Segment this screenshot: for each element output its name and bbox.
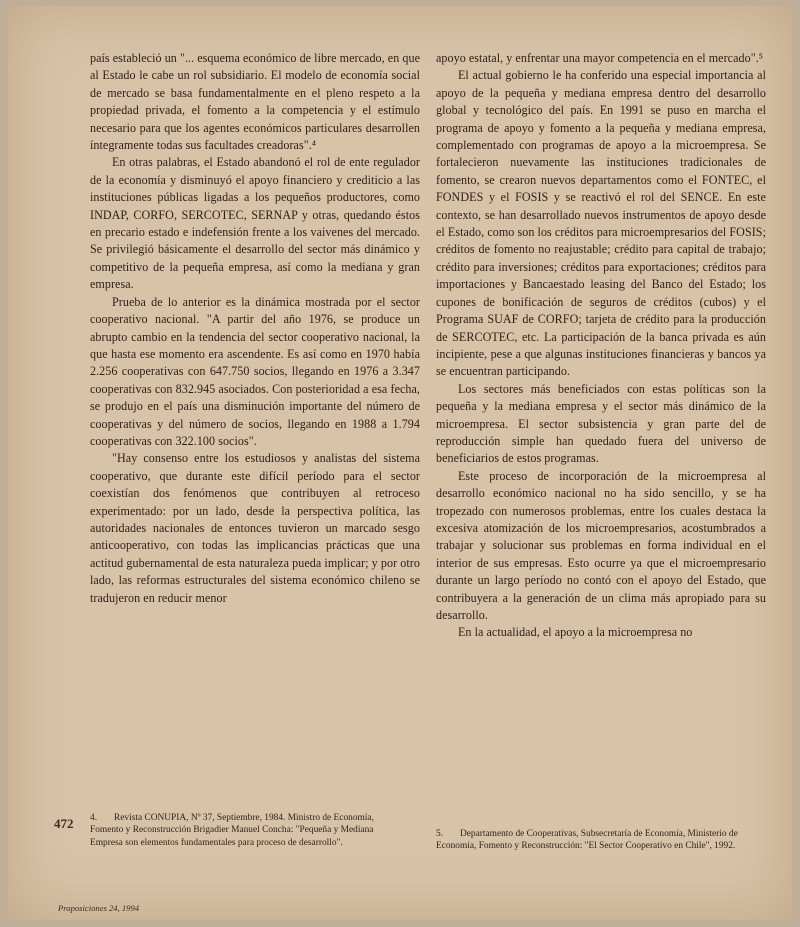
footnote bbox=[90, 812, 400, 849]
paragraph: En otras palabras, el Estado abandonó el rol de ente regulador de la economía y disminuyó el apoyo financiero y crediticio a las instituciones públicas ligadas a los pequeños productores, como INDAP, CORFO, SERCOTEC, SERNAP y otras, quedando éstos en precario estado e indefensión frente a los vaivenes del mercado. Se privilegió básicamente el desarrollo del sector más dinámico y competitivo de la pequeña empresa, así como la mediana y gran empresa. bbox=[90, 155, 420, 292]
paragraph: Prueba de lo anterior es la dinámica mostrada por el sector cooperativo nacional. "A partir del año 1976, se produce un abrupto cambio en la tendencia del sector cooperativo nacional, la que hasta ese momento era ascendente. Es así como en 1970 había 2.256 cooperativas con 647.750 socios, llegando en 1976 a 3.347 cooperativas con 832.945 asociados. Con posterioridad a esa fecha, se produjo en el país una disminución importante del número de cooperativas y del número de socios, llegando en 1988 a 1.794 cooperativas con 322.100 socios". bbox=[90, 294, 420, 448]
running-footer: Proposiciones 24, 1994 bbox=[58, 903, 140, 913]
footnote-number: 4. bbox=[90, 813, 98, 823]
document-page bbox=[8, 6, 792, 920]
page-number: 472 bbox=[54, 816, 74, 831]
footnote bbox=[436, 828, 758, 853]
footnote-text: Revista CONUPIA, Nº 37, Septiembre, 1984. Ministro de Economía, Fomento y Reconstrucción Brigadier Manuel Concha: "Pequeña y Mediana Empresa son elementos fundamentales para proceso de desarrollo". bbox=[90, 813, 374, 848]
paragraph: Este proceso de incorporación de la microempresa al desarrollo económico nacional no ha sido sencillo, y se ha tropezado con numerosos problemas, entre los cuales destaca la excesiva atomización de los microempresarios, acostumbrados a trabajar y solucionar sus problemas en forma individual en el interior de sus empresas. Esto ocurre ya que el microempresario durante un largo período no contó con el apoyo del Estado, que contribuyera a la generación de un clima más apropiado para su desarrollo. bbox=[436, 468, 766, 622]
paragraph: "Hay consenso entre los estudiosos y analistas del sistema cooperativo, que durante este difícil período para el sector coexistían dos fenómenos que contribuyen al retroceso experimentado: por un lado, desde la perspectiva política, las autoridades nacionales de entonces tuvieron un marcado sesgo anticooperativo, con todas las implicancias prácticas que una actitud gubernamental de esta naturaleza pueda implicar; y por otro lado, las reformas estructurales del sistema económico chileno se tradujeron en reducir menor bbox=[90, 451, 420, 605]
paragraph: apoyo estatal, y enfrentar una mayor competencia en el mercado".⁵ bbox=[436, 51, 764, 65]
left-column bbox=[90, 50, 420, 607]
paragraph: En la actualidad, el apoyo a la microempresa no bbox=[458, 625, 693, 640]
paragraph: El actual gobierno le ha conferido una especial importancia al apoyo de la pequeña y mediana empresa dentro del desarrollo global y tecnológico del país. En 1991 se puso en marcha el programa de apoyo y fomento a la pequeña y mediana empresa, complementado con programas de apoyo a la microempresa. Se fortalecieron nuevamente las instituciones tradicionales de fomento, se crearon nuevos departamentos como el FONTEC, el FONDES y el FOSIS y se reactivó el rol del SENCE. En este contexto, se han desarrollado nuevos instrumentos de apoyo desde el Estado, como son los créditos para microempresarios del FOSIS; créditos de fomento no reajustable; crédito para capital de trabajo; crédito para inversiones; créditos para exportaciones; créditos para importaciones y Bancaestado leasing del Banco del Estado; los cupones de bonificación de seguros de créditos (cubos) y el Programa SUAF de CORFO; tarjeta de crédito para la producción de SERCOTEC, etc. La participación de la banca privada es aún incipiente, pese a que algunas instituciones financieras y bancos ya se encuentran participando. bbox=[436, 68, 766, 379]
footnote-number: 5. bbox=[436, 829, 444, 839]
footnote-text: Departamento de Cooperativas, Subsecretaría de Economía, Ministerio de Economía, Fomento y Reconstrucción: "El Sector Cooperativo en Chile", 1992. bbox=[436, 829, 738, 852]
paragraph: país estableció un "... esquema económico de libre mercado, en que al Estado le cabe un rol subsidiario. El modelo de economía social de mercado se basa fundamentalmente en el pleno respeto a la propiedad privada, el fomento a la competencia y el estímulo necesario para que los agentes económicos particulares desarrollen íntegramente todas sus facultades creadoras".⁴ bbox=[90, 51, 420, 153]
right-column bbox=[436, 50, 766, 642]
paragraph: Los sectores más beneficiados con estas políticas son la pequeña y la mediana empresa y el sector más dinámico de la microempresa. El sector subsistencia y gran parte del de reproducción simple han quedado fuera del universo de beneficiarios de estos programas. bbox=[436, 381, 766, 466]
